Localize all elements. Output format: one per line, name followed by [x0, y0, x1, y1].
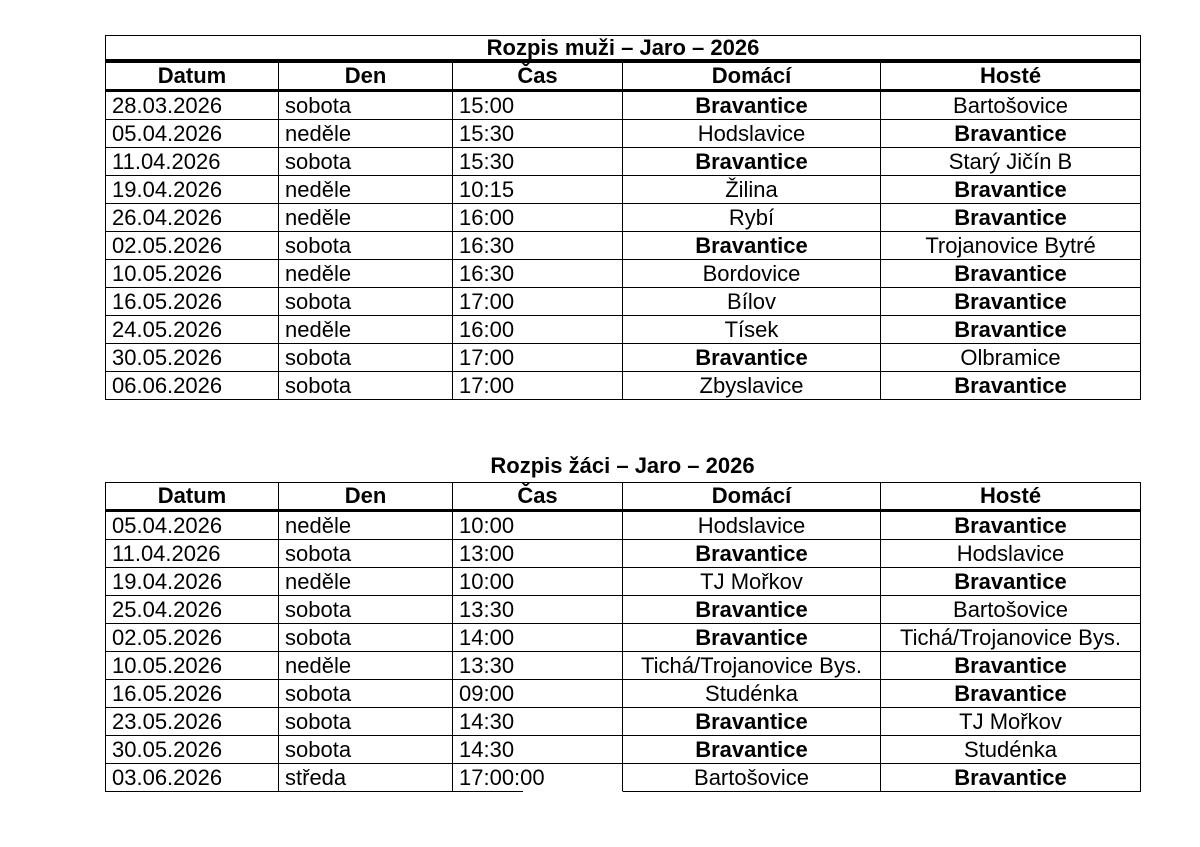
cell-datum: 05.04.2026 — [106, 512, 279, 540]
cell-cas: 10:15 — [453, 176, 623, 204]
cell-cas: 13:30 — [453, 596, 623, 624]
cell-cas: 16:30 — [453, 260, 623, 288]
col-header-domaci: Domácí — [623, 63, 881, 92]
cell-den: neděle — [279, 512, 453, 540]
table-title: Rozpis muži – Jaro – 2026 — [106, 36, 1141, 63]
cell-cas: 16:00 — [453, 316, 623, 344]
match-row — [106, 624, 1141, 652]
match-row — [106, 568, 1141, 596]
cell-datum: 26.04.2026 — [106, 204, 279, 232]
cell-den: středa — [279, 764, 453, 792]
col-header-cas: Čas — [453, 483, 623, 512]
match-row — [106, 232, 1141, 260]
cell-datum: 16.05.2026 — [106, 680, 279, 708]
cell-den: sobota — [279, 288, 453, 316]
cell-hoste: Hodslavice — [881, 540, 1141, 568]
cell-datum: 11.04.2026 — [106, 540, 279, 568]
match-row — [106, 596, 1141, 624]
cell-datum: 25.04.2026 — [106, 596, 279, 624]
cell-domaci: Bílov — [623, 288, 881, 316]
cell-domaci: Bartošovice — [623, 764, 881, 792]
cell-domaci: Bravantice — [623, 736, 881, 764]
match-row — [106, 764, 1141, 792]
cell-datum: 16.05.2026 — [106, 288, 279, 316]
cell-datum: 11.04.2026 — [106, 148, 279, 176]
cell-hoste: Studénka — [881, 736, 1141, 764]
cell-domaci: Bravantice — [623, 148, 881, 176]
cell-den: sobota — [279, 344, 453, 372]
schedule-table-zaci — [105, 482, 1141, 792]
cell-cas: 10:00 — [453, 568, 623, 596]
table-title: Rozpis žáci – Jaro – 2026 — [490, 453, 755, 478]
cell-hoste: Starý Jičín B — [881, 148, 1141, 176]
cell-domaci: Bravantice — [623, 92, 881, 120]
cell-datum: 10.05.2026 — [106, 652, 279, 680]
cell-domaci: Bravantice — [623, 708, 881, 736]
match-row — [106, 260, 1141, 288]
cell-cas: 16:00 — [453, 204, 623, 232]
cell-hoste: Bravantice — [881, 680, 1141, 708]
cell-datum: 24.05.2026 — [106, 316, 279, 344]
cell-hoste: Bravantice — [881, 568, 1141, 596]
cell-hoste: Bravantice — [881, 176, 1141, 204]
table-header-row — [106, 483, 1141, 512]
cell-cas: 15:30 — [453, 120, 623, 148]
cell-den: neděle — [279, 260, 453, 288]
cell-hoste: Bravantice — [881, 288, 1141, 316]
cell-cas: 17:00 — [453, 372, 623, 400]
cell-hoste: Olbramice — [881, 344, 1141, 372]
cell-cas: 15:30 — [453, 148, 623, 176]
cell-den: sobota — [279, 92, 453, 120]
cell-den: neděle — [279, 316, 453, 344]
col-header-den: Den — [279, 63, 453, 92]
table-title-row — [106, 36, 1141, 63]
cell-datum: 30.05.2026 — [106, 736, 279, 764]
col-header-den: Den — [279, 483, 453, 512]
cell-den: neděle — [279, 204, 453, 232]
cell-den: neděle — [279, 120, 453, 148]
col-header-hoste: Hosté — [881, 483, 1141, 512]
cell-den: sobota — [279, 148, 453, 176]
cell-datum: 05.04.2026 — [106, 120, 279, 148]
col-header-hoste: Hosté — [881, 63, 1141, 92]
col-header-datum: Datum — [106, 63, 279, 92]
match-row — [106, 540, 1141, 568]
cell-domaci: Studénka — [623, 680, 881, 708]
match-row — [106, 176, 1141, 204]
cell-datum: 03.06.2026 — [106, 764, 279, 792]
col-header-datum: Datum — [106, 483, 279, 512]
cell-hoste: Trojanovice Bytré — [881, 232, 1141, 260]
cell-hoste: Bravantice — [881, 652, 1141, 680]
cell-domaci: Rybí — [623, 204, 881, 232]
cell-domaci: TJ Mořkov — [623, 568, 881, 596]
match-row — [106, 680, 1141, 708]
match-row — [106, 512, 1141, 540]
cell-den: neděle — [279, 176, 453, 204]
match-row — [106, 736, 1141, 764]
cell-datum: 19.04.2026 — [106, 176, 279, 204]
cell-hoste: Bartošovice — [881, 92, 1141, 120]
cell-cas: 14:30 — [453, 708, 623, 736]
cell-hoste: Bravantice — [881, 372, 1141, 400]
col-header-domaci: Domácí — [623, 483, 881, 512]
cell-den: sobota — [279, 540, 453, 568]
match-row — [106, 372, 1141, 400]
match-row — [106, 652, 1141, 680]
schedule-section-zaci — [105, 453, 1200, 792]
cell-cas: 17:00 — [453, 288, 623, 316]
cell-cas: 13:30 — [453, 652, 623, 680]
cell-datum: 23.05.2026 — [106, 708, 279, 736]
cell-hoste: Bravantice — [881, 204, 1141, 232]
cell-domaci: Zbyslavice — [623, 372, 881, 400]
cell-hoste: Bravantice — [881, 512, 1141, 540]
cell-datum: 02.05.2026 — [106, 232, 279, 260]
cell-cas: 13:00 — [453, 540, 623, 568]
col-header-cas: Čas — [453, 63, 623, 92]
cell-den: sobota — [279, 232, 453, 260]
cell-datum: 19.04.2026 — [106, 568, 279, 596]
cell-domaci: Tísek — [623, 316, 881, 344]
cell-hoste: Bravantice — [881, 764, 1141, 792]
cell-datum: 30.05.2026 — [106, 344, 279, 372]
cell-cas: 15:00 — [453, 92, 623, 120]
cell-datum: 06.06.2026 — [106, 372, 279, 400]
match-row — [106, 92, 1141, 120]
cell-den: sobota — [279, 596, 453, 624]
cell-datum: 02.05.2026 — [106, 624, 279, 652]
match-row — [106, 120, 1141, 148]
cell-domaci: Bravantice — [623, 540, 881, 568]
cell-cas: 14:00 — [453, 624, 623, 652]
cell-domaci: Bravantice — [623, 624, 881, 652]
cell-datum: 10.05.2026 — [106, 260, 279, 288]
schedule-section-muzi — [105, 35, 1200, 400]
cell-den: neděle — [279, 652, 453, 680]
match-row — [106, 148, 1141, 176]
cell-domaci: Bravantice — [623, 596, 881, 624]
schedule-table-muzi — [105, 35, 1141, 400]
cell-den: sobota — [279, 736, 453, 764]
cell-cas: 17:00 — [453, 344, 623, 372]
cell-den: sobota — [279, 372, 453, 400]
cell-cas: 09:00 — [453, 680, 623, 708]
match-row — [106, 344, 1141, 372]
cell-domaci: Žilina — [623, 176, 881, 204]
cell-domaci: Bravantice — [623, 344, 881, 372]
match-row — [106, 316, 1141, 344]
cell-domaci: Hodslavice — [623, 512, 881, 540]
cell-domaci: Bordovice — [623, 260, 881, 288]
cell-hoste: Bravantice — [881, 316, 1141, 344]
cell-hoste: Bravantice — [881, 120, 1141, 148]
cell-den: sobota — [279, 624, 453, 652]
cell-hoste: Tichá/Trojanovice Bys. — [881, 624, 1141, 652]
cell-hoste: Bravantice — [881, 260, 1141, 288]
cell-den: sobota — [279, 708, 453, 736]
cell-domaci: Hodslavice — [623, 120, 881, 148]
cell-cas: 10:00 — [453, 512, 623, 540]
match-row — [106, 204, 1141, 232]
match-row — [106, 288, 1141, 316]
cell-domaci: Bravantice — [623, 232, 881, 260]
cell-hoste: TJ Mořkov — [881, 708, 1141, 736]
cell-den: neděle — [279, 568, 453, 596]
match-row — [106, 708, 1141, 736]
table-header-row — [106, 63, 1141, 92]
cell-datum: 28.03.2026 — [106, 92, 279, 120]
cell-hoste: Bartošovice — [881, 596, 1141, 624]
cell-den: sobota — [279, 680, 453, 708]
cell-cas: 17:00:00 — [453, 764, 623, 792]
cell-cas: 14:30 — [453, 736, 623, 764]
cell-cas: 16:30 — [453, 232, 623, 260]
cell-domaci: Tichá/Trojanovice Bys. — [623, 652, 881, 680]
